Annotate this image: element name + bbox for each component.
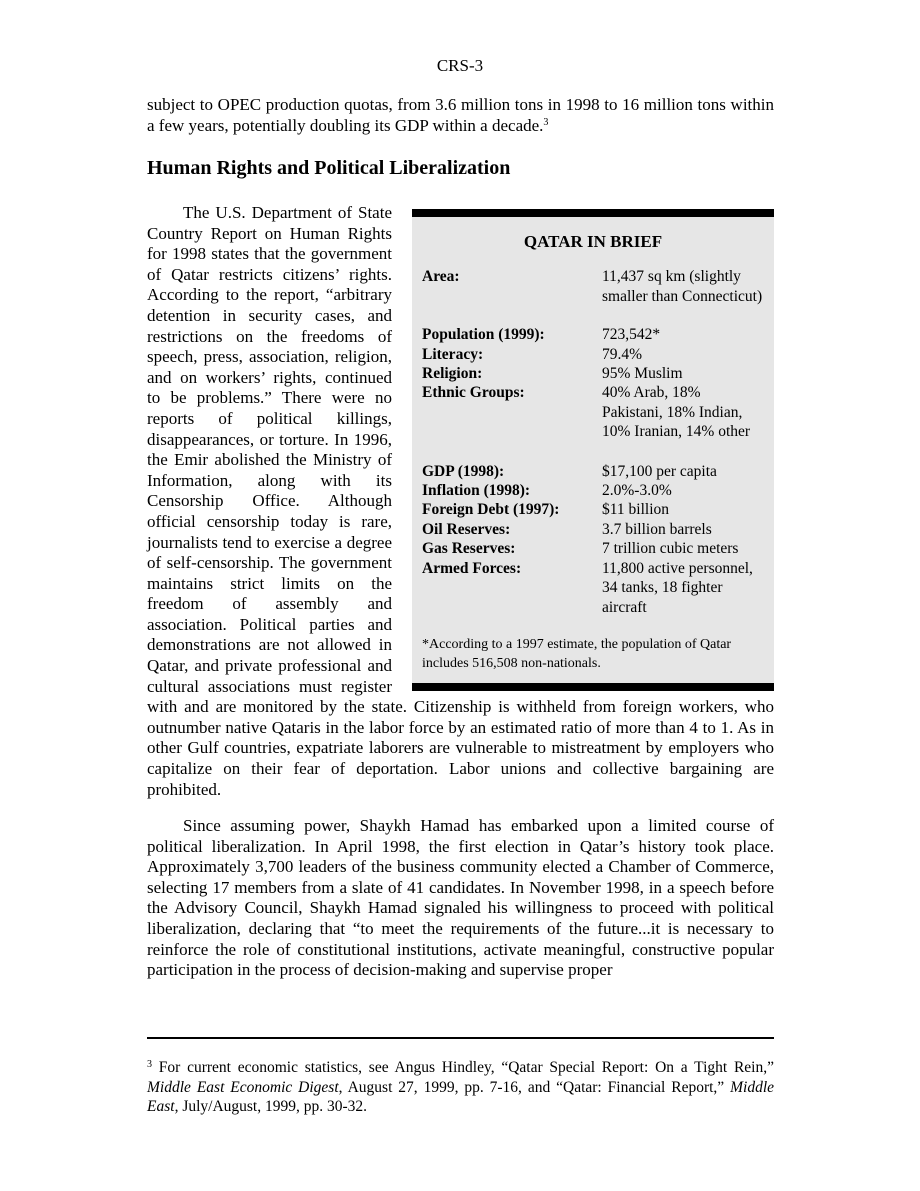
brief-row (422, 481, 764, 500)
brief-label: Area: (422, 268, 460, 286)
brief-row (422, 559, 764, 617)
brief-value: $11 billion (602, 501, 670, 519)
footnote-text-1: For current economic statistics, see Angus Hindley, “Qatar Special Report: On a Tight Rein,” (158, 1059, 774, 1076)
body-section-2 (147, 816, 774, 981)
footnote-source-1: Middle East Economic Digest (147, 1078, 339, 1096)
brief-row (422, 500, 764, 519)
brief-label: Foreign Debt (1997): (422, 501, 560, 519)
footnote-reference[interactable]: 3 (543, 116, 549, 128)
brief-label: Armed Forces: (422, 559, 522, 577)
intro-paragraph (147, 95, 774, 136)
footnote-text-2: , August 27, 1999, pp. 7-16, and “Qatar: Financial Report,” (338, 1078, 725, 1096)
brief-row (422, 383, 764, 441)
human-rights-paragraph: The U.S. Department of State Country Report on Human Rights for 1998 states that the government of Qatar restricts citizens’ rights. According to the report, “arbitrary detention in security cases, and restrictions on the freedoms of speech, press, association, religion, and on workers’ rights, continued to be problems.” There were no reports of political killings, disappearances, or torture. In 1996, the Emir abolished the Ministry of Information, along with its Censorship Office. Although official censorship today is rare, journalists tend to exercise a degree of self-censorship. The government maintains strict limits on the freedom of assembly and association. Political parties and demonstrations are not allowed in Qatar, and private professional and cultural associations must register with and are monitored by the state. Citizenship is withheld from foreign workers, who outnumber native Qataris in the labor force by an estimated ratio of more than 4 to 1. As in other Gulf countries, expatriate laborers are vulnerable to mistreatment by employers who capitalize on their fear of deportation. Labor unions and collective bargaining are prohibited. (147, 203, 774, 799)
brief-title: QATAR IN BRIEF (523, 232, 663, 251)
brief-value: 11,437 sq km (slightly smaller than Connecticut) (602, 268, 763, 305)
brief-value: 2.0%-3.0% (602, 482, 672, 500)
footnote-number: 3 (147, 1059, 152, 1070)
brief-label: Literacy: (422, 345, 484, 363)
footnote-source-2: Middle East (147, 1078, 775, 1115)
brief-label: Population (1999): (422, 326, 545, 344)
brief-value: 40% Arab, 18% Pakistani, 18% Indian, 10% Iranian, 14% other (602, 384, 751, 441)
body-section-1 (147, 203, 774, 800)
brief-label: Gas Reserves: (422, 540, 516, 558)
brief-label: GDP (1998): (422, 462, 505, 480)
footnote (147, 1058, 774, 1117)
brief-row (422, 267, 764, 306)
brief-value: 3.7 billion barrels (602, 520, 712, 538)
brief-row (422, 520, 764, 539)
brief-value: 723,542* (602, 326, 661, 344)
brief-label: Oil Reserves: (422, 520, 511, 538)
brief-note: *According to a 1997 estimate, the population of Qatar includes 516,508 non-nationals. (422, 636, 732, 671)
brief-row (422, 442, 764, 481)
footnote-text-3: , July/August, 1999, pp. 30-32. (174, 1098, 368, 1115)
brief-value: 95% Muslim (602, 365, 683, 383)
brief-value: 7 trillion cubic meters (602, 540, 739, 558)
page-number: CRS-3 (436, 56, 484, 75)
brief-row (422, 364, 764, 383)
qatar-in-brief-box (412, 209, 774, 691)
intro-text: subject to OPEC production quotas, from 3.6 million tons in 1998 to 16 million tons within a few years, potentially doubling its GDP within a decade. (147, 95, 774, 135)
footnote-divider (147, 1037, 774, 1039)
brief-facts-table (422, 267, 764, 617)
brief-row (422, 539, 764, 558)
brief-label: Religion: (422, 365, 483, 383)
section-heading: Human Rights and Political Liberalization (147, 157, 511, 179)
brief-value: $17,100 per capita (602, 462, 717, 480)
brief-label: Ethnic Groups: (422, 384, 525, 402)
brief-value: 79.4% (602, 345, 643, 363)
liberalization-paragraph: Since assuming power, Shaykh Hamad has embarked upon a limited course of political liberalization. In April 1998, the first election in Qatar’s history took place. Approximately 3,700 leaders of the business community elected a Chamber of Commerce, selecting 17 members from a slate of 41 candidates. In November 1998, in a speech before the Advisory Council, Shaykh Hamad signaled his willingness to proceed with political liberalization, declaring that “to meet the requirements of the future...it is necessary to reinforce the role of constitutional institutions, activate meaningful, constructive popular participation in the process of decision-making and supervise proper (147, 816, 774, 980)
brief-value: 11,800 active personnel, 34 tanks, 18 fighter aircraft (602, 559, 753, 616)
brief-row (422, 306, 764, 344)
brief-label: Inflation (1998): (422, 482, 531, 500)
brief-row (422, 345, 764, 364)
